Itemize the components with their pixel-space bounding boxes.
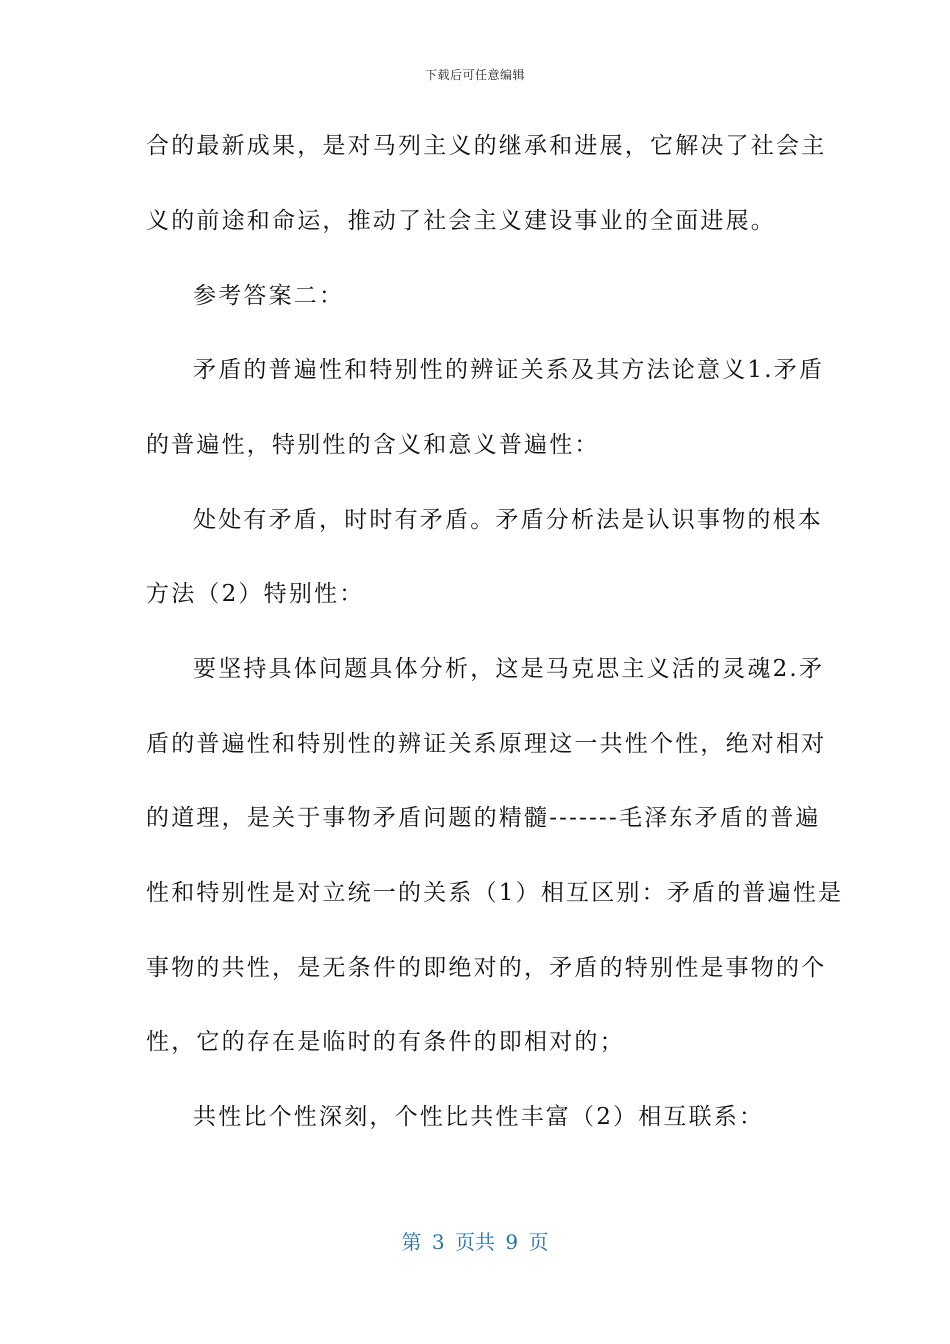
- text-line: 参考答案二：: [193, 283, 345, 309]
- text-line: 矛盾的普遍性和特别性的辨证关系及其方法论意义1.矛盾: [193, 357, 825, 383]
- text-line: 的道理，是关于事物矛盾问题的精髓-------毛泽东矛盾的普遍: [146, 805, 821, 831]
- total-page-number: 9: [505, 1230, 519, 1254]
- current-page-number: 3: [431, 1230, 445, 1254]
- text-line: 义的前途和命运，推动了社会主义建设事业的全面进展。: [146, 208, 776, 234]
- page-footer: [0, 1226, 950, 1255]
- text-line: 的普遍性，特别性的含义和意义普遍性：: [146, 432, 600, 458]
- text-line: 处处有矛盾，时时有矛盾。矛盾分析法是认识事物的根本: [193, 507, 823, 533]
- text-line: 合的最新成果，是对马列主义的继承和进展，它解决了社会主: [146, 133, 827, 159]
- text-line: 要坚持具体问题具体分析，这是马克思主义活的灵魂2.矛: [193, 656, 825, 682]
- page-header: 下载后可任意编辑: [424, 68, 525, 82]
- text-line: 性，它的存在是临时的有条件的即相对的；: [146, 1029, 625, 1055]
- text-line: 方法（2）特别性：: [146, 581, 365, 607]
- text-line: 事物的共性，是无条件的即绝对的，矛盾的特别性是事物的个: [146, 955, 827, 981]
- text-line: 共性比个性深刻，个性比共性丰富（2）相互联系：: [193, 1104, 765, 1130]
- text-line: 盾的普遍性和特别性的辨证关系原理这一共性个性，绝对相对: [146, 731, 827, 757]
- page-prefix: 第: [401, 1230, 422, 1254]
- page-suffix: 页: [528, 1230, 549, 1254]
- text-line: 性和特别性是对立统一的关系（1）相互区别：矛盾的普遍性是: [146, 880, 844, 906]
- page-middle: 页共: [455, 1230, 495, 1254]
